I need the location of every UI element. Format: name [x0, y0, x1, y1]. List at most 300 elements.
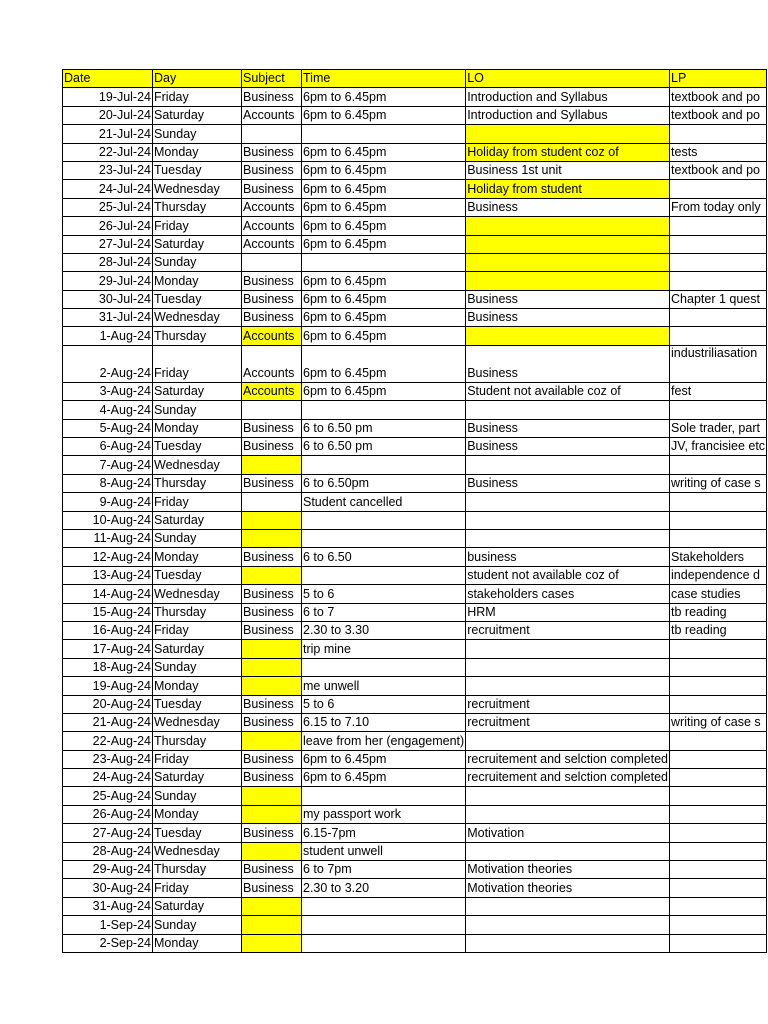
cell-time[interactable]: 6 to 7 — [302, 603, 466, 621]
cell-lp[interactable]: Chapter 1 quest — [670, 290, 767, 308]
cell-lo[interactable]: Motivation theories — [466, 861, 670, 879]
cell-date[interactable]: 16-Aug-24 — [63, 621, 153, 639]
cell-time[interactable]: 6 to 6.50 pm — [302, 438, 466, 456]
cell-lp[interactable]: independence d — [670, 566, 767, 584]
cell-date[interactable]: 27-Jul-24 — [63, 235, 153, 253]
cell-lp[interactable] — [670, 327, 767, 345]
cell-lp[interactable] — [670, 309, 767, 327]
cell-lo[interactable]: recruitement and selction completed — [466, 750, 670, 768]
cell-day[interactable]: Tuesday — [153, 695, 242, 713]
cell-lp[interactable]: tb reading — [670, 621, 767, 639]
cell-lp[interactable] — [670, 217, 767, 235]
cell-time[interactable] — [302, 253, 466, 271]
cell-lo[interactable] — [466, 253, 670, 271]
cell-date[interactable]: 7-Aug-24 — [63, 456, 153, 474]
cell-subject[interactable]: Business — [242, 438, 302, 456]
cell-subject[interactable] — [242, 805, 302, 823]
table-row — [63, 456, 767, 474]
cell-lp[interactable] — [670, 640, 767, 658]
cell-subject[interactable]: Business — [242, 585, 302, 603]
cell-day[interactable]: Friday — [153, 879, 242, 897]
cell-date[interactable]: 14-Aug-24 — [63, 585, 153, 603]
cell-date[interactable]: 2-Sep-24 — [63, 934, 153, 952]
table-row — [63, 548, 767, 566]
cell-day[interactable]: Saturday — [153, 640, 242, 658]
cell-lo[interactable]: Business — [466, 198, 670, 216]
cell-time[interactable] — [302, 934, 466, 952]
cell-lo[interactable] — [466, 658, 670, 676]
cell-date[interactable]: 21-Jul-24 — [63, 125, 153, 143]
cell-time[interactable] — [302, 787, 466, 805]
cell-lp[interactable]: Sole trader, part — [670, 419, 767, 437]
cell-subject[interactable]: Business — [242, 180, 302, 198]
cell-subject[interactable] — [242, 787, 302, 805]
cell-day[interactable]: Monday — [153, 143, 242, 161]
cell-time[interactable]: 6pm to 6.45pm — [302, 161, 466, 179]
cell-time[interactable]: 6pm to 6.45pm — [302, 198, 466, 216]
cell-time[interactable] — [302, 511, 466, 529]
table-row — [63, 713, 767, 731]
table-row — [63, 658, 767, 676]
cell-date[interactable]: 3-Aug-24 — [63, 382, 153, 400]
cell-lp[interactable]: textbook and po — [670, 106, 767, 124]
cell-date[interactable]: 26-Jul-24 — [63, 217, 153, 235]
cell-time[interactable]: 6pm to 6.45pm — [302, 143, 466, 161]
cell-day[interactable]: Friday — [153, 621, 242, 639]
cell-subject[interactable]: Business — [242, 621, 302, 639]
cell-lo[interactable]: Introduction and Syllabus — [466, 106, 670, 124]
cell-day[interactable]: Thursday — [153, 198, 242, 216]
cell-subject[interactable] — [242, 677, 302, 695]
cell-lp[interactable]: From today only — [670, 198, 767, 216]
cell-date[interactable]: 19-Aug-24 — [63, 677, 153, 695]
cell-day[interactable]: Monday — [153, 419, 242, 437]
cell-date[interactable]: 19-Jul-24 — [63, 88, 153, 106]
cell-date[interactable]: 20-Aug-24 — [63, 695, 153, 713]
table-row — [63, 824, 767, 842]
cell-subject[interactable] — [242, 640, 302, 658]
cell-lo[interactable]: Business — [466, 474, 670, 492]
cell-lp[interactable]: fest — [670, 382, 767, 400]
cell-lp[interactable] — [670, 824, 767, 842]
cell-date[interactable]: 1-Aug-24 — [63, 327, 153, 345]
cell-lo[interactable]: recruitment — [466, 621, 670, 639]
cell-day[interactable]: Monday — [153, 934, 242, 952]
cell-time[interactable]: 6pm to 6.45pm — [302, 217, 466, 235]
table-row — [63, 382, 767, 400]
cell-date[interactable]: 22-Aug-24 — [63, 732, 153, 750]
cell-time[interactable] — [302, 897, 466, 915]
cell-time[interactable]: 6pm to 6.45pm — [302, 290, 466, 308]
cell-date[interactable]: 27-Aug-24 — [63, 824, 153, 842]
cell-subject[interactable]: Accounts — [242, 345, 302, 382]
cell-lp[interactable] — [670, 235, 767, 253]
cell-subject[interactable] — [242, 401, 302, 419]
cell-lp[interactable] — [670, 511, 767, 529]
cell-subject[interactable]: Business — [242, 769, 302, 787]
header-subject[interactable]: Subject — [242, 70, 302, 88]
cell-subject[interactable]: Business — [242, 161, 302, 179]
cell-time[interactable]: my passport work — [302, 805, 466, 823]
cell-date[interactable]: 28-Jul-24 — [63, 253, 153, 271]
cell-time[interactable]: 2.30 to 3.30 — [302, 621, 466, 639]
cell-subject[interactable]: Business — [242, 603, 302, 621]
cell-lo[interactable]: Motivation theories — [466, 879, 670, 897]
cell-day[interactable]: Thursday — [153, 327, 242, 345]
cell-day[interactable]: Saturday — [153, 382, 242, 400]
cell-day[interactable]: Monday — [153, 677, 242, 695]
cell-day[interactable]: Wednesday — [153, 456, 242, 474]
cell-lp[interactable] — [670, 787, 767, 805]
cell-date[interactable]: 22-Jul-24 — [63, 143, 153, 161]
cell-lo[interactable]: recruitement and selction completed — [466, 769, 670, 787]
cell-subject[interactable]: Accounts — [242, 382, 302, 400]
cell-lp[interactable] — [670, 842, 767, 860]
cell-lp[interactable] — [670, 769, 767, 787]
cell-lo[interactable] — [466, 327, 670, 345]
cell-day[interactable]: Sunday — [153, 916, 242, 934]
cell-subject[interactable] — [242, 842, 302, 860]
cell-day[interactable]: Wednesday — [153, 713, 242, 731]
table-row — [63, 787, 767, 805]
cell-lp[interactable] — [670, 253, 767, 271]
header-lp[interactable]: LP — [670, 70, 767, 88]
cell-day[interactable]: Friday — [153, 88, 242, 106]
cell-time[interactable]: 6pm to 6.45pm — [302, 382, 466, 400]
cell-date[interactable]: 6-Aug-24 — [63, 438, 153, 456]
cell-date[interactable]: 31-Aug-24 — [63, 897, 153, 915]
cell-lp[interactable]: JV, francisiee etc — [670, 438, 767, 456]
cell-date[interactable]: 30-Jul-24 — [63, 290, 153, 308]
cell-time[interactable]: me unwell — [302, 677, 466, 695]
cell-time[interactable]: 6pm to 6.45pm — [302, 88, 466, 106]
cell-time[interactable]: 6 to 6.50pm — [302, 474, 466, 492]
header-day[interactable]: Day — [153, 70, 242, 88]
cell-lo[interactable]: Business — [466, 438, 670, 456]
cell-lo[interactable] — [466, 529, 670, 547]
cell-lp[interactable] — [670, 493, 767, 511]
cell-time[interactable]: 6pm to 6.45pm — [302, 345, 466, 382]
cell-lo[interactable] — [466, 125, 670, 143]
cell-date[interactable]: 17-Aug-24 — [63, 640, 153, 658]
cell-lo[interactable]: Business — [466, 290, 670, 308]
cell-lp[interactable]: tests — [670, 143, 767, 161]
cell-subject[interactable]: Accounts — [242, 327, 302, 345]
cell-lo[interactable] — [466, 934, 670, 952]
cell-day[interactable]: Sunday — [153, 529, 242, 547]
cell-lp[interactable]: case studies — [670, 585, 767, 603]
cell-day[interactable]: Thursday — [153, 861, 242, 879]
cell-date[interactable]: 21-Aug-24 — [63, 713, 153, 731]
cell-time[interactable]: 6pm to 6.45pm — [302, 309, 466, 327]
cell-time[interactable] — [302, 125, 466, 143]
cell-lo[interactable] — [466, 640, 670, 658]
cell-time[interactable]: 6pm to 6.45pm — [302, 750, 466, 768]
table-row — [63, 217, 767, 235]
cell-subject[interactable]: Business — [242, 143, 302, 161]
cell-subject[interactable]: Business — [242, 695, 302, 713]
cell-day[interactable]: Thursday — [153, 603, 242, 621]
cell-lp[interactable] — [670, 125, 767, 143]
cell-subject[interactable] — [242, 916, 302, 934]
cell-day[interactable]: Monday — [153, 805, 242, 823]
cell-subject[interactable]: Business — [242, 824, 302, 842]
cell-day[interactable]: Saturday — [153, 511, 242, 529]
cell-lp[interactable]: tb reading — [670, 603, 767, 621]
cell-lo[interactable] — [466, 493, 670, 511]
cell-day[interactable]: Thursday — [153, 732, 242, 750]
cell-lo[interactable]: Business 1st unit — [466, 161, 670, 179]
table-row — [63, 732, 767, 750]
cell-lp[interactable] — [670, 180, 767, 198]
cell-date[interactable]: 4-Aug-24 — [63, 401, 153, 419]
cell-subject[interactable]: Business — [242, 548, 302, 566]
cell-day[interactable]: Friday — [153, 345, 242, 382]
cell-lo[interactable]: Student not available coz of — [466, 382, 670, 400]
cell-subject[interactable] — [242, 566, 302, 584]
cell-subject[interactable]: Business — [242, 474, 302, 492]
table-row — [63, 695, 767, 713]
cell-date[interactable]: 25-Jul-24 — [63, 198, 153, 216]
cell-lp[interactable] — [670, 529, 767, 547]
cell-lp[interactable]: industriliasation — [670, 345, 767, 382]
cell-lo[interactable]: Business — [466, 309, 670, 327]
cell-lo[interactable] — [466, 842, 670, 860]
cell-day[interactable]: Tuesday — [153, 290, 242, 308]
cell-date[interactable]: 2-Aug-24 — [63, 345, 153, 382]
cell-date[interactable]: 25-Aug-24 — [63, 787, 153, 805]
cell-day[interactable]: Tuesday — [153, 566, 242, 584]
cell-subject[interactable] — [242, 934, 302, 952]
cell-subject[interactable] — [242, 493, 302, 511]
cell-lo[interactable]: recruitment — [466, 695, 670, 713]
cell-lo[interactable]: recruitment — [466, 713, 670, 731]
cell-day[interactable]: Saturday — [153, 769, 242, 787]
cell-date[interactable]: 5-Aug-24 — [63, 419, 153, 437]
cell-subject[interactable]: Accounts — [242, 106, 302, 124]
header-time[interactable]: Time — [302, 70, 466, 88]
cell-subject[interactable]: Business — [242, 713, 302, 731]
cell-time[interactable]: 6 to 6.50 — [302, 548, 466, 566]
cell-subject[interactable] — [242, 253, 302, 271]
cell-subject[interactable] — [242, 529, 302, 547]
cell-time[interactable] — [302, 529, 466, 547]
cell-lo[interactable]: HRM — [466, 603, 670, 621]
cell-subject[interactable] — [242, 456, 302, 474]
cell-lo[interactable] — [466, 511, 670, 529]
cell-date[interactable]: 8-Aug-24 — [63, 474, 153, 492]
table-row — [63, 934, 767, 952]
cell-lo[interactable]: stakeholders cases — [466, 585, 670, 603]
cell-day[interactable]: Saturday — [153, 235, 242, 253]
table-row — [63, 493, 767, 511]
cell-day[interactable]: Friday — [153, 493, 242, 511]
cell-day[interactable]: Tuesday — [153, 438, 242, 456]
cell-lo[interactable] — [466, 916, 670, 934]
cell-subject[interactable] — [242, 658, 302, 676]
cell-lo[interactable] — [466, 732, 670, 750]
cell-lo[interactable] — [466, 805, 670, 823]
table-row — [63, 640, 767, 658]
cell-time[interactable] — [302, 916, 466, 934]
table-row — [63, 677, 767, 695]
cell-time[interactable]: 6pm to 6.45pm — [302, 106, 466, 124]
cell-lp[interactable] — [670, 805, 767, 823]
cell-time[interactable]: trip mine — [302, 640, 466, 658]
cell-day[interactable]: Sunday — [153, 658, 242, 676]
cell-day[interactable]: Saturday — [153, 897, 242, 915]
cell-time[interactable] — [302, 658, 466, 676]
cell-subject[interactable]: Business — [242, 419, 302, 437]
cell-time[interactable] — [302, 401, 466, 419]
cell-day[interactable]: Monday — [153, 272, 242, 290]
cell-lp[interactable] — [670, 897, 767, 915]
cell-time[interactable]: 2.30 to 3.20 — [302, 879, 466, 897]
cell-subject[interactable] — [242, 511, 302, 529]
header-lo[interactable]: LO — [466, 70, 670, 88]
cell-subject[interactable]: Business — [242, 750, 302, 768]
cell-lp[interactable]: writing of case s — [670, 713, 767, 731]
cell-date[interactable]: 24-Aug-24 — [63, 769, 153, 787]
cell-day[interactable]: Friday — [153, 217, 242, 235]
cell-lp[interactable] — [670, 456, 767, 474]
cell-lp[interactable] — [670, 934, 767, 952]
cell-time[interactable] — [302, 456, 466, 474]
cell-date[interactable]: 31-Jul-24 — [63, 309, 153, 327]
cell-time[interactable]: student unwell — [302, 842, 466, 860]
cell-time[interactable]: 6pm to 6.45pm — [302, 769, 466, 787]
cell-subject[interactable] — [242, 897, 302, 915]
cell-lp[interactable] — [670, 677, 767, 695]
cell-day[interactable]: Monday — [153, 548, 242, 566]
cell-date[interactable]: 24-Jul-24 — [63, 180, 153, 198]
cell-date[interactable]: 18-Aug-24 — [63, 658, 153, 676]
cell-subject[interactable]: Business — [242, 309, 302, 327]
cell-date[interactable]: 9-Aug-24 — [63, 493, 153, 511]
cell-subject[interactable]: Business — [242, 272, 302, 290]
cell-subject[interactable]: Accounts — [242, 235, 302, 253]
cell-lo[interactable] — [466, 217, 670, 235]
cell-day[interactable]: Tuesday — [153, 161, 242, 179]
cell-day[interactable]: Wednesday — [153, 309, 242, 327]
cell-lo[interactable] — [466, 456, 670, 474]
cell-lp[interactable] — [670, 695, 767, 713]
cell-lo[interactable]: Holiday from student coz of — [466, 143, 670, 161]
cell-date[interactable]: 28-Aug-24 — [63, 842, 153, 860]
cell-date[interactable]: 10-Aug-24 — [63, 511, 153, 529]
cell-time[interactable]: 6.15 to 7.10 — [302, 713, 466, 731]
cell-subject[interactable] — [242, 125, 302, 143]
header-row — [63, 70, 767, 88]
cell-lp[interactable] — [670, 658, 767, 676]
table-row — [63, 438, 767, 456]
cell-day[interactable]: Tuesday — [153, 824, 242, 842]
cell-subject[interactable]: Accounts — [242, 198, 302, 216]
cell-lp[interactable] — [670, 916, 767, 934]
cell-day[interactable]: Wednesday — [153, 842, 242, 860]
cell-time[interactable]: 6.15-7pm — [302, 824, 466, 842]
cell-lp[interactable] — [670, 272, 767, 290]
cell-time[interactable]: 6pm to 6.45pm — [302, 180, 466, 198]
cell-date[interactable]: 23-Aug-24 — [63, 750, 153, 768]
cell-date[interactable]: 12-Aug-24 — [63, 548, 153, 566]
cell-subject[interactable]: Business — [242, 879, 302, 897]
cell-date[interactable]: 20-Jul-24 — [63, 106, 153, 124]
cell-time[interactable]: 5 to 6 — [302, 695, 466, 713]
cell-date[interactable]: 23-Jul-24 — [63, 161, 153, 179]
cell-date[interactable]: 15-Aug-24 — [63, 603, 153, 621]
cell-day[interactable]: Sunday — [153, 401, 242, 419]
cell-time[interactable]: 6 to 6.50 pm — [302, 419, 466, 437]
cell-lo[interactable] — [466, 677, 670, 695]
cell-time[interactable] — [302, 566, 466, 584]
cell-date[interactable]: 29-Jul-24 — [63, 272, 153, 290]
cell-day[interactable]: Sunday — [153, 787, 242, 805]
cell-day[interactable]: Sunday — [153, 253, 242, 271]
header-date[interactable]: Date — [63, 70, 153, 88]
cell-lp[interactable]: textbook and po — [670, 88, 767, 106]
cell-date[interactable]: 30-Aug-24 — [63, 879, 153, 897]
cell-day[interactable]: Wednesday — [153, 180, 242, 198]
cell-lo[interactable]: business — [466, 548, 670, 566]
cell-day[interactable]: Saturday — [153, 106, 242, 124]
cell-date[interactable]: 13-Aug-24 — [63, 566, 153, 584]
cell-subject[interactable] — [242, 732, 302, 750]
cell-lo[interactable]: Business — [466, 345, 670, 382]
cell-lp[interactable]: textbook and po — [670, 161, 767, 179]
cell-date[interactable]: 11-Aug-24 — [63, 529, 153, 547]
cell-lo[interactable]: Holiday from student — [466, 180, 670, 198]
cell-time[interactable]: 5 to 6 — [302, 585, 466, 603]
cell-day[interactable]: Sunday — [153, 125, 242, 143]
cell-lo[interactable]: Introduction and Syllabus — [466, 88, 670, 106]
cell-lo[interactable]: student not available coz of — [466, 566, 670, 584]
cell-date[interactable]: 1-Sep-24 — [63, 916, 153, 934]
cell-subject[interactable]: Business — [242, 88, 302, 106]
cell-lp[interactable]: Stakeholders — [670, 548, 767, 566]
cell-lp[interactable] — [670, 879, 767, 897]
cell-time[interactable]: 6pm to 6.45pm — [302, 327, 466, 345]
cell-lo[interactable] — [466, 787, 670, 805]
cell-lo[interactable] — [466, 235, 670, 253]
cell-time[interactable]: 6pm to 6.45pm — [302, 235, 466, 253]
cell-date[interactable]: 26-Aug-24 — [63, 805, 153, 823]
cell-lo[interactable] — [466, 272, 670, 290]
cell-time[interactable]: Student cancelled — [302, 493, 466, 511]
cell-subject[interactable]: Accounts — [242, 217, 302, 235]
cell-subject[interactable]: Business — [242, 861, 302, 879]
cell-day[interactable]: Wednesday — [153, 585, 242, 603]
cell-lo[interactable] — [466, 401, 670, 419]
cell-lo[interactable] — [466, 897, 670, 915]
cell-lp[interactable] — [670, 401, 767, 419]
cell-lo[interactable]: Business — [466, 419, 670, 437]
cell-lp[interactable]: writing of case s — [670, 474, 767, 492]
cell-lo[interactable]: Motivation — [466, 824, 670, 842]
cell-lp[interactable] — [670, 750, 767, 768]
cell-lp[interactable] — [670, 732, 767, 750]
cell-day[interactable]: Thursday — [153, 474, 242, 492]
cell-subject[interactable]: Business — [242, 290, 302, 308]
table-row — [63, 603, 767, 621]
cell-day[interactable]: Friday — [153, 750, 242, 768]
cell-date[interactable]: 29-Aug-24 — [63, 861, 153, 879]
cell-time[interactable]: 6pm to 6.45pm — [302, 272, 466, 290]
cell-lp[interactable] — [670, 861, 767, 879]
table-row — [63, 253, 767, 271]
cell-time[interactable]: 6 to 7pm — [302, 861, 466, 879]
cell-time[interactable]: leave from her (engagement) — [302, 732, 466, 750]
